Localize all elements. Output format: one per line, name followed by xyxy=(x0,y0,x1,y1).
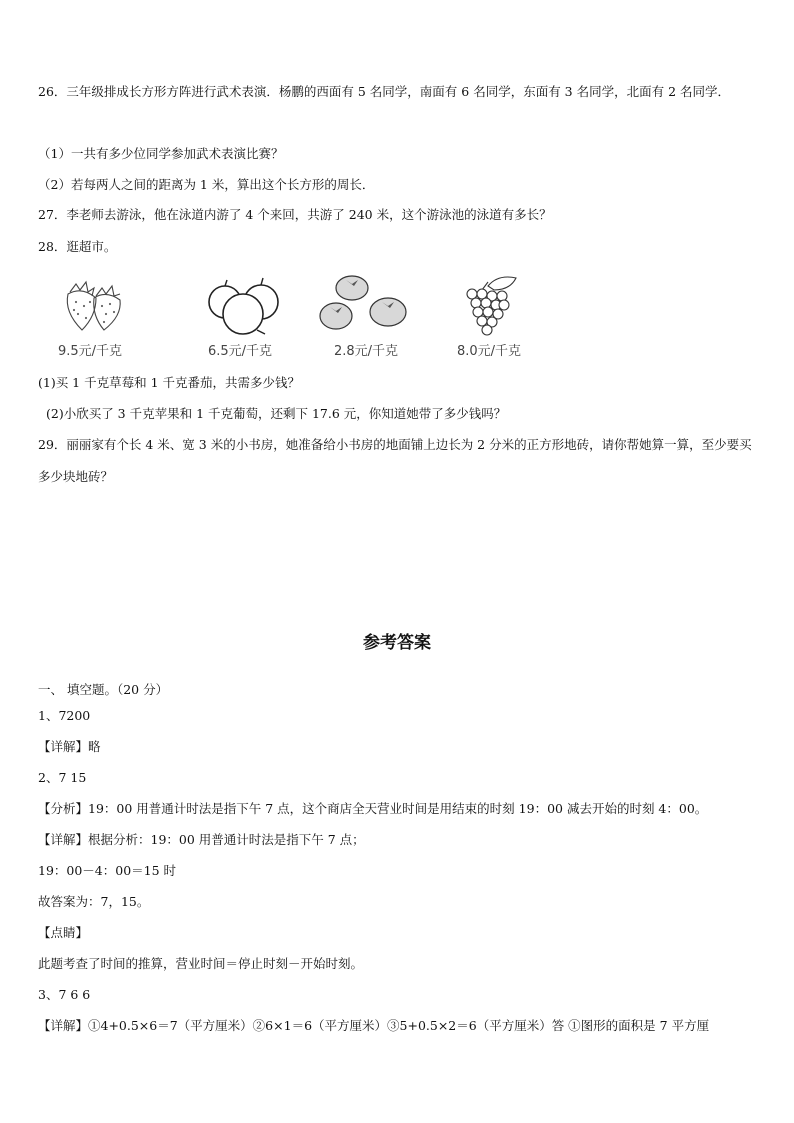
strawberry-icon xyxy=(60,272,128,338)
answer-2-calc: 19：00－4：00＝15 时 xyxy=(38,863,177,878)
apple-price: 6.5元/千克 xyxy=(208,344,273,359)
answer-2-detail: 【详解】根据分析：19：00 用普通计时法是指下午 7 点； xyxy=(38,832,365,847)
q26-sub1: （1）一共有多少位同学参加武术表演比赛？ xyxy=(38,146,284,161)
section-heading: 一、 填空题。（20 分） xyxy=(38,682,169,697)
q29: 29．丽丽家有个长 4 米、宽 3 米的小书房，她准备给小书房的地面铺上边长为 2 分米的正方形地砖，请你帮她算一算，至少要买多少块地砖？ xyxy=(38,437,752,484)
answer-2-analysis: 【分析】19：00 用普通计时法是指下午 7 点，这个商店全天营业时间是用结束的时刻 19：00 减去开始的时刻 4：00。 xyxy=(38,801,708,816)
q28-sub1: (1)买 1 千克草莓和 1 千克番茄，共需多少钱？ xyxy=(38,375,301,390)
apple-icon xyxy=(205,272,285,338)
strawberry-price: 9.5元/千克 xyxy=(58,344,123,359)
answer-title: 参考答案 xyxy=(363,633,431,653)
q28-stem: 28．逛超市。 xyxy=(38,239,117,254)
tomato-price: 2.8元/千克 xyxy=(334,344,399,359)
answer-2-point: 此题考查了时间的推算，营业时间＝停止时刻－开始时刻。 xyxy=(38,956,364,971)
answer-1-detail: 【详解】略 xyxy=(38,739,101,754)
q28-sub2: (2)小欣买了 3 千克苹果和 1 千克葡萄，还剩下 17.6 元，你知道她带了多少钱吗？ xyxy=(46,406,507,421)
tomato-icon xyxy=(318,272,410,338)
answer-2: 2、7 15 xyxy=(38,770,87,785)
grape-icon xyxy=(458,272,524,338)
answer-1: 1、7200 xyxy=(38,708,91,723)
q26-sub2: （2）若每两人之间的距离为 1 米，算出这个长方形的周长． xyxy=(38,177,375,192)
grape-price: 8.0元/千克 xyxy=(457,344,522,359)
q26-stem: 26．三年级排成长方形方阵进行武术表演．杨鹏的西面有 5 名同学，南面有 6 名同学，东面有 3 名同学，北面有 2 名同学． xyxy=(38,84,731,99)
answer-2-conclusion: 故答案为：7，15。 xyxy=(38,894,150,909)
answer-3-detail: 【详解】①4+0.5×6＝7（平方厘米）②6×1＝6（平方厘米）③5+0.5×2＝6（平方厘米）答 ①图形的面积是 7 平方厘 xyxy=(38,1018,710,1033)
q27: 27．李老师去游泳，他在泳道内游了 4 个来回，共游了 240 米，这个游泳池的泳道有多长？ xyxy=(38,207,552,222)
answer-3: 3、7 6 6 xyxy=(38,987,91,1002)
answer-2-point-label: 【点睛】 xyxy=(38,925,89,940)
